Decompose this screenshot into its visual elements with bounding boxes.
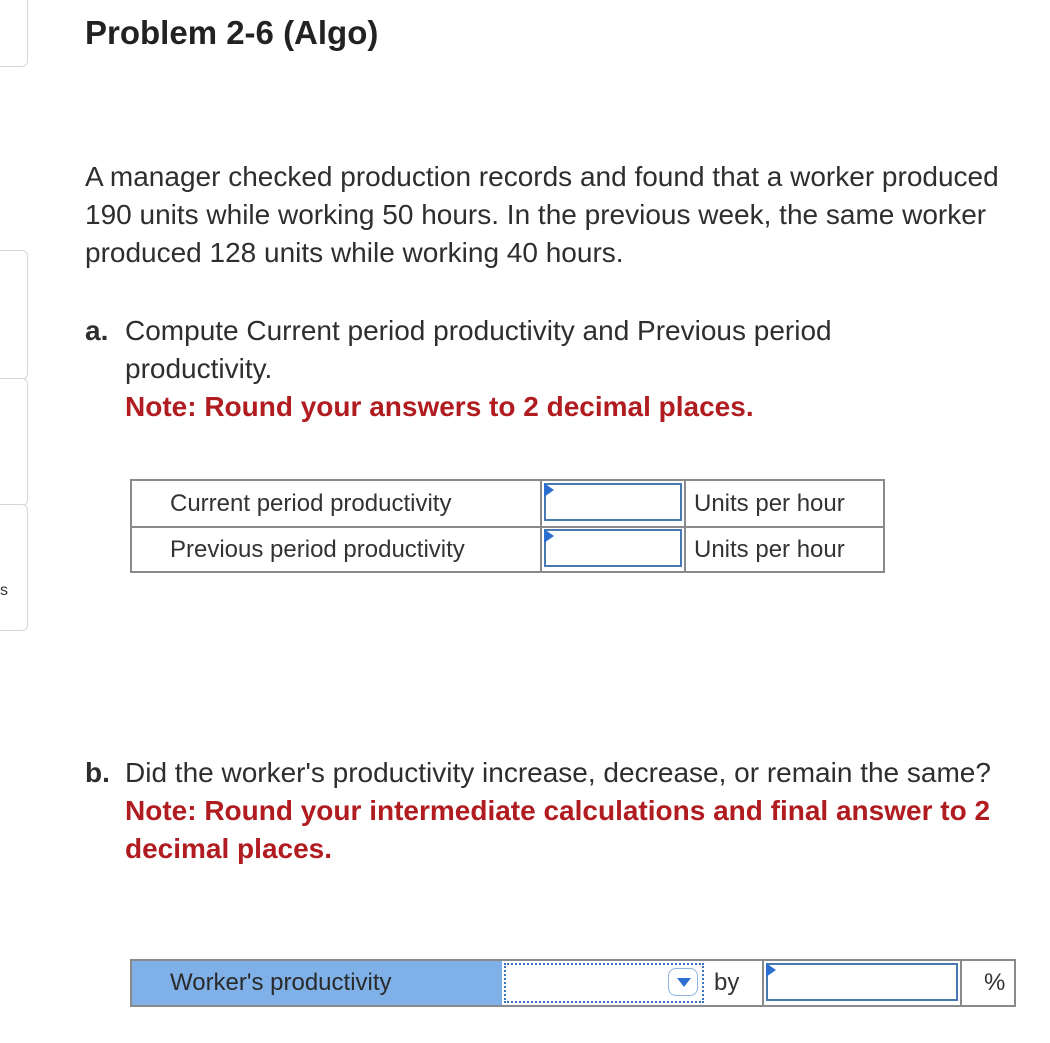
current-productivity-input[interactable] [544, 483, 682, 521]
productivity-change-dropdown[interactable] [504, 963, 704, 1003]
question-a-text: Compute Current period productivity and Previous period productivity. [125, 315, 832, 384]
row-label: Current period productivity [170, 490, 452, 517]
productivity-change-table [130, 959, 1016, 1007]
previous-productivity-input[interactable] [544, 529, 682, 567]
table-row [132, 481, 883, 528]
side-card-1[interactable] [0, 0, 28, 67]
row-label: Previous period productivity [170, 536, 465, 563]
side-card-3[interactable] [0, 378, 28, 506]
unit-label: Units per hour [694, 490, 845, 517]
percent-change-input[interactable] [766, 963, 958, 1001]
unit-label: Units per hour [694, 536, 845, 563]
by-label: by [714, 969, 740, 996]
answer-flag-icon [544, 529, 554, 543]
table-row [132, 527, 883, 572]
productivity-label-cell [132, 961, 502, 1005]
question-a-note: Note: Round your answers to 2 decimal places. [125, 391, 754, 422]
side-card-2[interactable] [0, 250, 28, 380]
productivity-table [130, 479, 885, 573]
question-b-text: Did the worker's productivity increase, decrease, or remain the same? [125, 757, 991, 788]
answer-flag-icon [544, 483, 554, 497]
answer-cell [540, 527, 686, 572]
side-card-glyph: s [0, 582, 8, 599]
answer-flag-icon [766, 963, 776, 977]
dropdown-toggle[interactable] [668, 968, 698, 996]
chevron-down-icon [677, 978, 691, 987]
productivity-label: Worker's productivity [170, 969, 392, 996]
question-b-letter: b. [85, 757, 110, 788]
percent-sign: % [984, 969, 1006, 996]
question-a-letter: a. [85, 315, 109, 346]
side-card-4[interactable] [0, 504, 28, 631]
problem-intro: A manager checked production records and found that a worker produced 190 units while working 50 hours. In the previous week, the same worker produced 128 units while working 40 hours. [85, 161, 999, 268]
percent-cell [762, 961, 962, 1005]
question-b-note: Note: Round your intermediate calculations and final answer to 2 decimal places. [125, 795, 991, 864]
answer-cell [540, 481, 686, 526]
page-title: Problem 2-6 (Algo) [85, 14, 379, 51]
